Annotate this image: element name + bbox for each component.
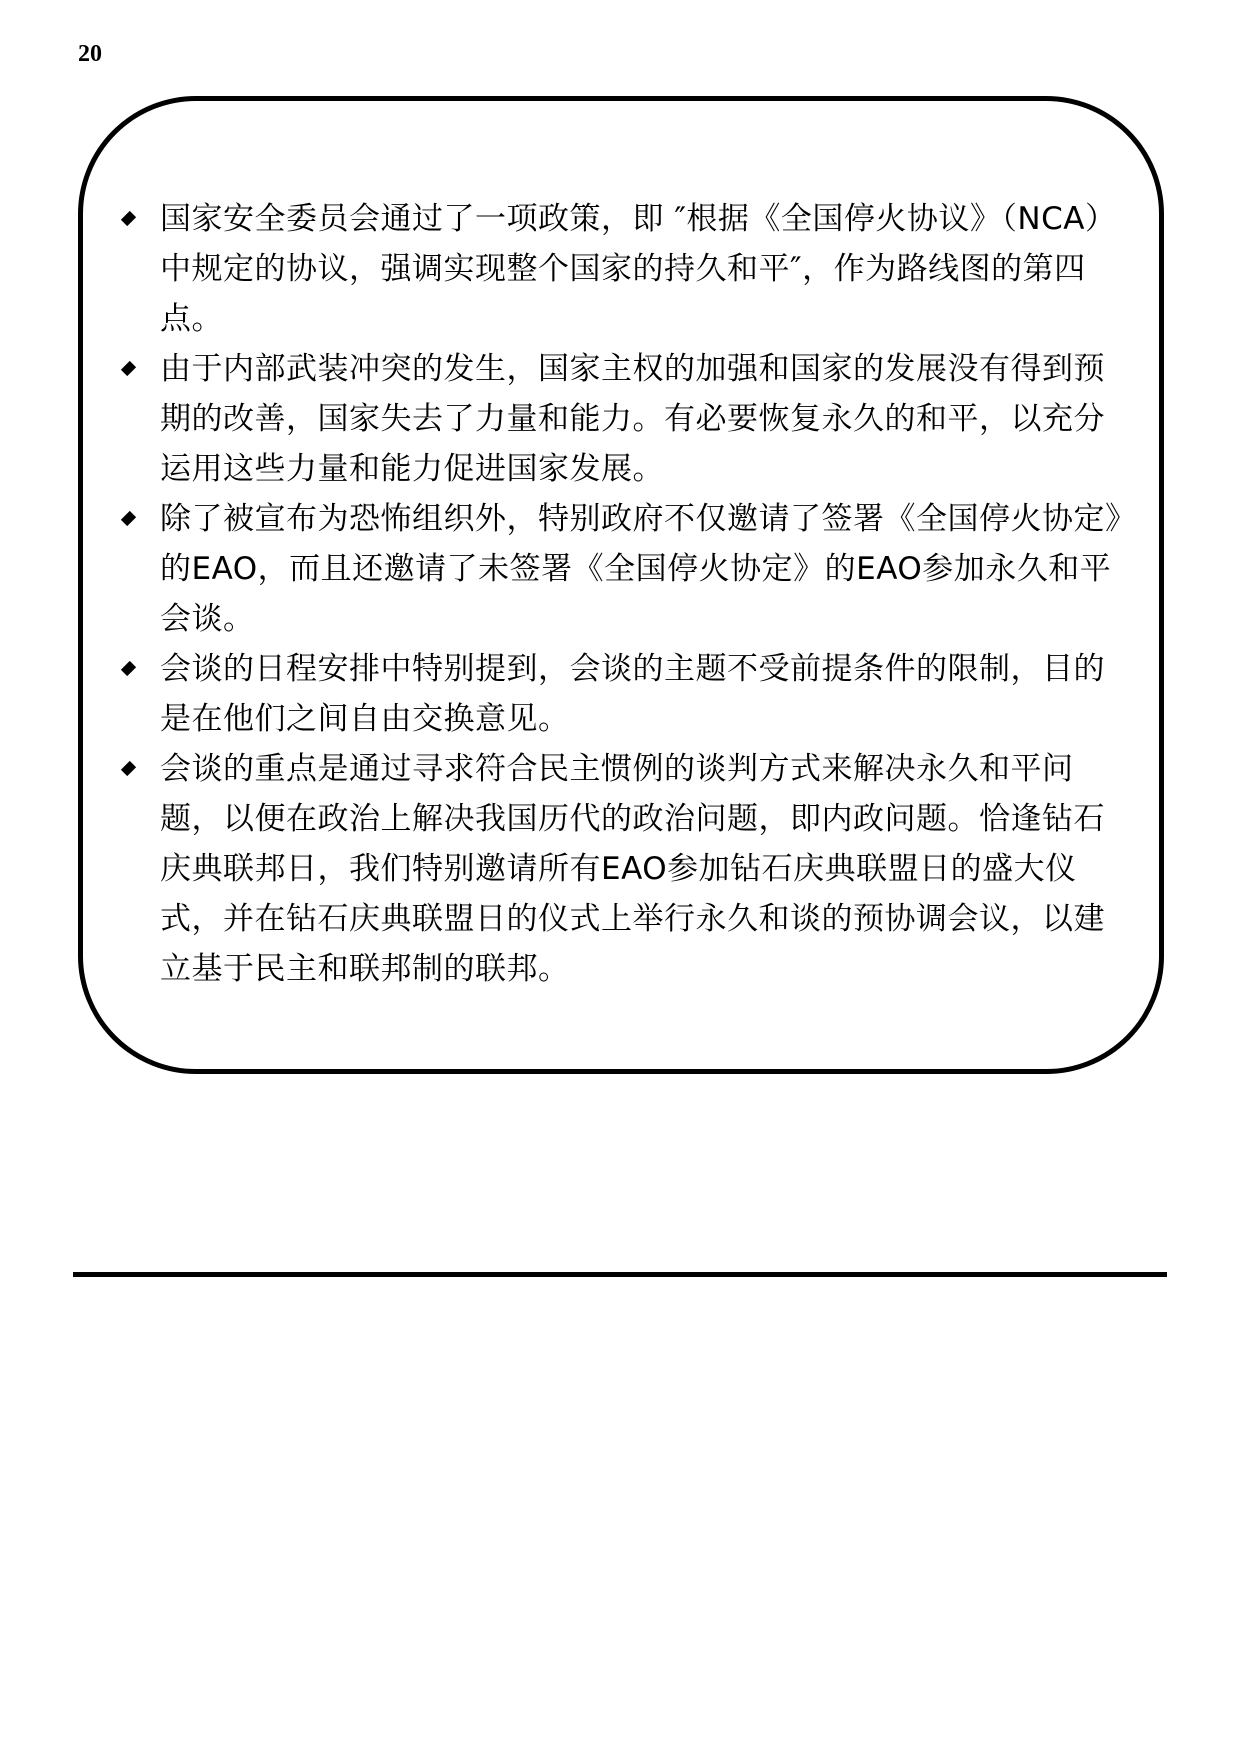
bullet-text: 由于内部武装冲突的发生，国家主权的加强和国家的发展没有得到预期的改善，国家失去了力量和能力。有必要恢复永久的和平，以充分运用这些力量和能力促进国家发展。 bbox=[160, 351, 1105, 487]
list-item bbox=[118, 344, 1128, 494]
diamond-bullet-icon bbox=[121, 511, 136, 526]
page-number: 20 bbox=[78, 41, 102, 67]
bullet-text: 除了被宣布为恐怖组织外，特别政府不仅邀请了签署《全国停火协定》的EAO，而且还邀请了未签署《全国停火协定》的EAO参加永久和平会谈。 bbox=[160, 501, 1121, 637]
list-item bbox=[118, 644, 1128, 744]
bullet-text: 会谈的日程安排中特别提到，会谈的主题不受前提条件的限制，目的是在他们之间自由交换意见。 bbox=[160, 651, 1105, 737]
bullet-list bbox=[118, 194, 1128, 994]
diamond-bullet-icon bbox=[121, 211, 136, 226]
footer-divider bbox=[73, 1272, 1167, 1277]
list-item bbox=[118, 494, 1128, 644]
bullet-text: 会谈的重点是通过寻求符合民主惯例的谈判方式来解决永久和平问题，以便在政治上解决我国历代的政治问题，即内政问题。恰逢钻石庆典联邦日，我们特别邀请所有EAO参加钻石庆典联盟日的盛大仪式，并在钻石庆典联盟日的仪式上举行永久和谈的预协调会议，以建立基于民主和联邦制的联邦。 bbox=[160, 751, 1105, 987]
list-item bbox=[118, 744, 1128, 994]
bullet-text: 国家安全委员会通过了一项政策，即 ″根据《全国停火协议》（NCA）中规定的协议，强调实现整个国家的持久和平″，作为路线图的第四点。 bbox=[160, 201, 1117, 337]
diamond-bullet-icon bbox=[121, 361, 136, 376]
diamond-bullet-icon bbox=[121, 761, 136, 776]
diamond-bullet-icon bbox=[121, 661, 136, 676]
list-item bbox=[118, 194, 1128, 344]
